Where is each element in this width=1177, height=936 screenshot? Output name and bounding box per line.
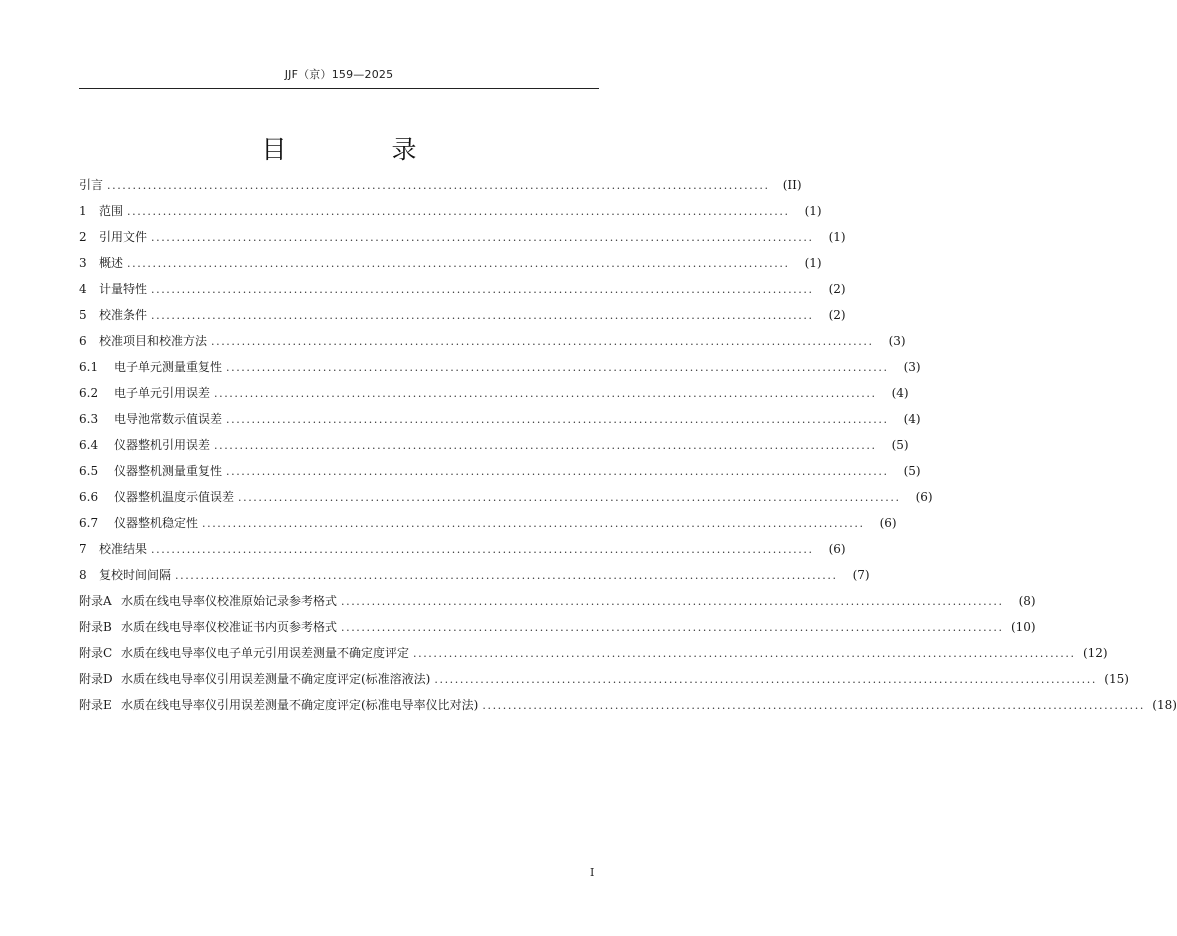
- toc-entry-page: (7): [852, 568, 870, 582]
- toc-entry-5[interactable]: [79, 302, 846, 328]
- toc-entry-2[interactable]: [79, 224, 846, 250]
- toc-entry-6-7[interactable]: [79, 510, 897, 536]
- toc-entry-number: 6.6: [79, 490, 99, 504]
- toc-entry-number: 6.2: [79, 386, 99, 400]
- toc-dot-leader: ..................................................................................................................................: [107, 179, 770, 192]
- toc-entry-title: 校准结果: [99, 542, 148, 556]
- toc-entry-title: 电子单元测量重复性: [114, 360, 223, 374]
- header-divider: [79, 88, 599, 89]
- toc-dot-leader: ..................................................................................................................................: [238, 491, 901, 504]
- toc-entry-page: (5): [891, 438, 909, 452]
- toc-entry-page: (1): [804, 204, 822, 218]
- toc-entry-8[interactable]: [79, 562, 870, 588]
- toc-entry-page: (10): [1010, 620, 1036, 634]
- toc-entry-title: 仪器整机温度示值误差: [114, 490, 235, 504]
- toc-entry-number: 7: [79, 542, 87, 556]
- toc-entry-title: 校准条件: [99, 308, 148, 322]
- toc-entry-title: 校准项目和校准方法: [99, 334, 208, 348]
- toc-entry-title: 概述: [99, 256, 124, 270]
- toc-dot-leader: ..................................................................................................................................: [202, 517, 865, 530]
- toc-dot-leader: ..................................................................................................................................: [482, 699, 1145, 712]
- toc-entry-appendix-a[interactable]: [79, 588, 1036, 614]
- toc-entry-page: (4): [891, 386, 909, 400]
- toc-entry-page: (1): [804, 256, 822, 270]
- toc-entry-page: (3): [888, 334, 906, 348]
- toc-entry-number: 2: [79, 230, 87, 244]
- toc-entry-number: 附录B: [79, 620, 112, 634]
- toc-entry-page: (6): [879, 516, 897, 530]
- toc-entry-number: 6.5: [79, 464, 99, 478]
- toc-entry-title: 水质在线电导率仪引用误差测量不确定度评定(标准电导率仪比对法): [121, 698, 479, 712]
- toc-dot-leader: ..................................................................................................................................: [226, 361, 889, 374]
- toc-entry-title: 水质在线电导率仪引用误差测量不确定度评定(标准溶液法): [121, 672, 431, 686]
- toc-dot-leader: ..................................................................................................................................: [127, 257, 790, 270]
- toc-entry-title: 引用文件: [99, 230, 148, 244]
- toc-entry-page: (2): [828, 308, 846, 322]
- toc-dot-leader: ..................................................................................................................................: [413, 647, 1076, 660]
- toc-entry-number: 附录D: [79, 672, 113, 686]
- toc-entry-title: 引言: [79, 178, 104, 192]
- toc-entry-number: 6: [79, 334, 87, 348]
- toc-entry-6-1[interactable]: [79, 354, 921, 380]
- toc-dot-leader: ..................................................................................................................................: [214, 439, 877, 452]
- toc-entry-title: 水质在线电导率仪校准证书内页参考格式: [121, 620, 338, 634]
- toc-entry-title: 计量特性: [99, 282, 148, 296]
- toc-entry-6-6[interactable]: [79, 484, 933, 510]
- toc-entry-appendix-e[interactable]: [79, 692, 1177, 718]
- toc-entry-page: (6): [915, 490, 933, 504]
- toc-entry-page: (2): [828, 282, 846, 296]
- toc-entry-number: 6.1: [79, 360, 99, 374]
- toc-entry-number: 附录C: [79, 646, 113, 660]
- toc-entry-title: 水质在线电导率仪校准原始记录参考格式: [121, 594, 338, 608]
- toc-dot-leader: ..................................................................................................................................: [341, 595, 1004, 608]
- toc-entry-6[interactable]: [79, 328, 906, 354]
- toc-entry-6-5[interactable]: [79, 458, 921, 484]
- toc-entry-title: 电子单元引用误差: [114, 386, 211, 400]
- toc-dot-leader: ..................................................................................................................................: [151, 543, 814, 556]
- toc-entry-3[interactable]: [79, 250, 822, 276]
- toc-entry-7[interactable]: [79, 536, 846, 562]
- toc-entry-number: 1: [79, 204, 87, 218]
- document-code-header: JJF（京）159—2025: [284, 68, 394, 81]
- toc-entry-page: (4): [903, 412, 921, 426]
- toc-entry-number: 3: [79, 256, 87, 270]
- toc-entry-page: (15): [1104, 672, 1129, 686]
- toc-dot-leader: ..................................................................................................................................: [226, 413, 889, 426]
- toc-entry-title: 水质在线电导率仪电子单元引用误差测量不确定度评定: [121, 646, 410, 660]
- toc-dot-leader: ..................................................................................................................................: [226, 465, 889, 478]
- toc-entry-number: 4: [79, 282, 87, 296]
- toc-entry-appendix-c[interactable]: [79, 640, 1108, 666]
- toc-entry-6-4[interactable]: [79, 432, 909, 458]
- toc-dot-leader: ..................................................................................................................................: [434, 673, 1097, 686]
- toc-entry-number: 附录A: [79, 594, 112, 608]
- toc-entry-page: (II): [782, 178, 802, 192]
- toc-dot-leader: ..................................................................................................................................: [175, 569, 838, 582]
- toc-entry-title: 范围: [99, 204, 124, 218]
- table-of-contents: [79, 172, 1177, 718]
- toc-dot-leader: ..................................................................................................................................: [214, 387, 877, 400]
- toc-entry-appendix-d[interactable]: [79, 666, 1129, 692]
- toc-entry-number: 6.7: [79, 516, 99, 530]
- toc-entry-number: 附录E: [79, 698, 112, 712]
- toc-dot-leader: ..................................................................................................................................: [127, 205, 790, 218]
- toc-entry-number: 5: [79, 308, 87, 322]
- toc-entry-title: 复校时间间隔: [99, 568, 172, 582]
- toc-dot-leader: ..................................................................................................................................: [341, 621, 1004, 634]
- toc-entry-page: (6): [828, 542, 846, 556]
- toc-entry-6-2[interactable]: [79, 380, 909, 406]
- toc-entry-1[interactable]: [79, 198, 822, 224]
- toc-entry-number: 8: [79, 568, 87, 582]
- toc-entry-appendix-b[interactable]: [79, 614, 1036, 640]
- toc-dot-leader: ..................................................................................................................................: [151, 231, 814, 244]
- toc-entry-page: (8): [1018, 594, 1036, 608]
- toc-entry-page: (12): [1082, 646, 1108, 660]
- toc-entry-number: 6.3: [79, 412, 99, 426]
- toc-entry-number: 6.4: [79, 438, 99, 452]
- toc-entry-page: (5): [903, 464, 921, 478]
- toc-entry-page: (1): [828, 230, 846, 244]
- toc-entry-introduction[interactable]: [79, 172, 802, 198]
- toc-dot-leader: ..................................................................................................................................: [151, 309, 814, 322]
- toc-entry-title: 仪器整机测量重复性: [114, 464, 223, 478]
- page-title: 目 录: [261, 135, 457, 164]
- toc-entry-4[interactable]: [79, 276, 846, 302]
- page-number: I: [590, 866, 595, 879]
- toc-entry-page: (3): [903, 360, 921, 374]
- toc-entry-6-3[interactable]: [79, 406, 921, 432]
- toc-entry-title: 仪器整机稳定性: [114, 516, 199, 530]
- toc-entry-title: 电导池常数示值误差: [114, 412, 223, 426]
- toc-dot-leader: ..................................................................................................................................: [151, 283, 814, 296]
- toc-entry-page: (18): [1152, 698, 1177, 712]
- toc-entry-title: 仪器整机引用误差: [114, 438, 211, 452]
- toc-dot-leader: ..................................................................................................................................: [211, 335, 874, 348]
